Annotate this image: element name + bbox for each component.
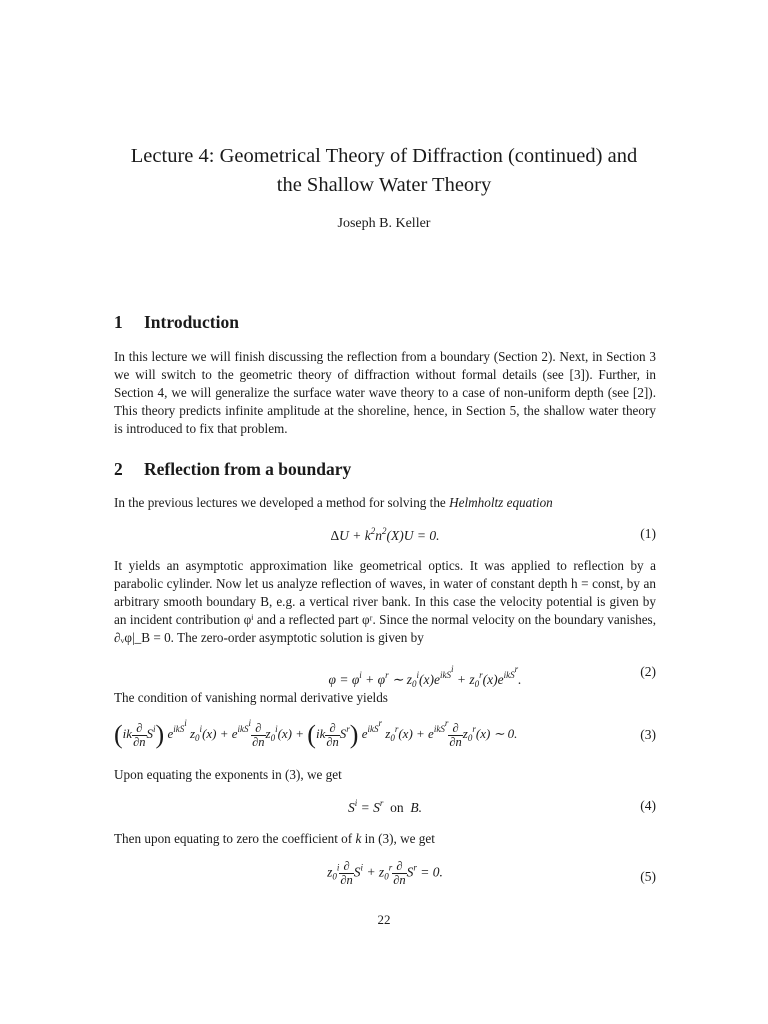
equation-5-body: $z_0^i$ $\frac{\partial}{\partial n}$ $S^i + z_0^r$ $\frac{\partial}{\partial n}$ $S^r = 0$. — [327, 859, 443, 887]
section-number: 1 — [114, 312, 123, 332]
section-title: Reflection from a boundary — [144, 459, 352, 479]
condition-paragraph: The condition of vanishing normal derivative yields — [114, 690, 388, 705]
author: Joseph B. Keller — [337, 216, 431, 231]
title-line-1: Lecture 4: Geometrical Theory of Diffraction (continued) and — [130, 145, 638, 167]
page-number: 22 — [377, 912, 391, 927]
equation-3-body: (ik $\frac{\partial}{\partial n}$ $S^i$) $e^{ikS^i}$ $z_0^i(x) + e^{ikS^i}$ $\frac{\partial}{\partial n}$ $z_0^i(x) + (ik$ $\frac{\partial}{\partial n}$ $S^r$) $e^{ikS^r}$ $z_0^r(x) + e^{ikS^r}$ $\frac{\partial}{\partial n}$ $z_0^r(x)$ ∼ 0. — [114, 718, 518, 750]
exponents-paragraph: Upon equating the exponents in (3), we get — [114, 767, 342, 782]
coefficient-paragraph — [114, 830, 656, 848]
equation-2 — [114, 664, 656, 689]
equation-5-label: (5) — [640, 869, 656, 884]
equation-4-label: (4) — [640, 798, 656, 813]
equation-2-label: (2) — [640, 664, 656, 679]
equation-4 — [114, 798, 656, 818]
equation-1 — [114, 526, 656, 546]
section-title: Introduction — [144, 312, 239, 332]
title-line-2: the Shallow Water Theory — [276, 174, 492, 196]
section-number: 2 — [114, 459, 123, 479]
equation-5 — [114, 860, 656, 896]
equation-1-label: (1) — [640, 526, 656, 541]
equation-3-label: (3) — [640, 727, 656, 742]
equation-1-body: $\Delta U + k^2n^2(X)U = 0$. — [330, 526, 440, 543]
helmholtz-term: Helmholtz equation — [449, 495, 553, 510]
coefficient-k: k — [355, 831, 362, 846]
intro-paragraph: In this lecture we will finish discussing the reflection from a boundary (Section 2). Next, in Section 3 we will switch to the geometric theory of diffraction without formal details (see [3]). Further, in Section 4, we will generalize the surface water wave theory to a case of non-uniform depth (see [2]). This theory predicts infinite amplitude at the shoreline, hence, in Section 5, the shallow water theory is introduced to fix that problem. — [114, 349, 656, 436]
equation-4-body: $S^i = S^r$ on B. — [347, 798, 423, 815]
helmholtz-intro-text: In the previous lectures we developed a method for solving the — [114, 495, 446, 510]
section-heading-introduction — [114, 312, 239, 333]
reflection-paragraph: It yields an asymptotic approximation like geometrical optics. It was applied to reflection by a parabolic cylinder. Now let us analyze reflection of waves, in water of constant depth h = const, by an arbitrary smooth boundary B, e.g. a vertical river bank. In this case the velocity potential is given by an incident contribution φⁱ and a reflected part φʳ. Since the normal velocity on the boundary vanishes, ∂ᵥφ|_B = 0. The zero-order asymptotic solution is given by — [114, 558, 656, 645]
coefficient-text-pre: Then upon equating to zero the coefficient of — [114, 831, 353, 846]
equation-3 — [114, 718, 656, 754]
coefficient-text-post: in (3), we get — [364, 831, 435, 846]
helmholtz-intro-paragraph — [114, 494, 656, 512]
lecture-title — [60, 142, 708, 200]
section-heading-reflection — [114, 459, 351, 480]
equation-2-body: $\varphi = \varphi^i + \varphi^r$ ∼ $z_0^i(x)e^{ikS^i} + z_0^r(x)e^{ikS^r}$. — [328, 664, 522, 689]
